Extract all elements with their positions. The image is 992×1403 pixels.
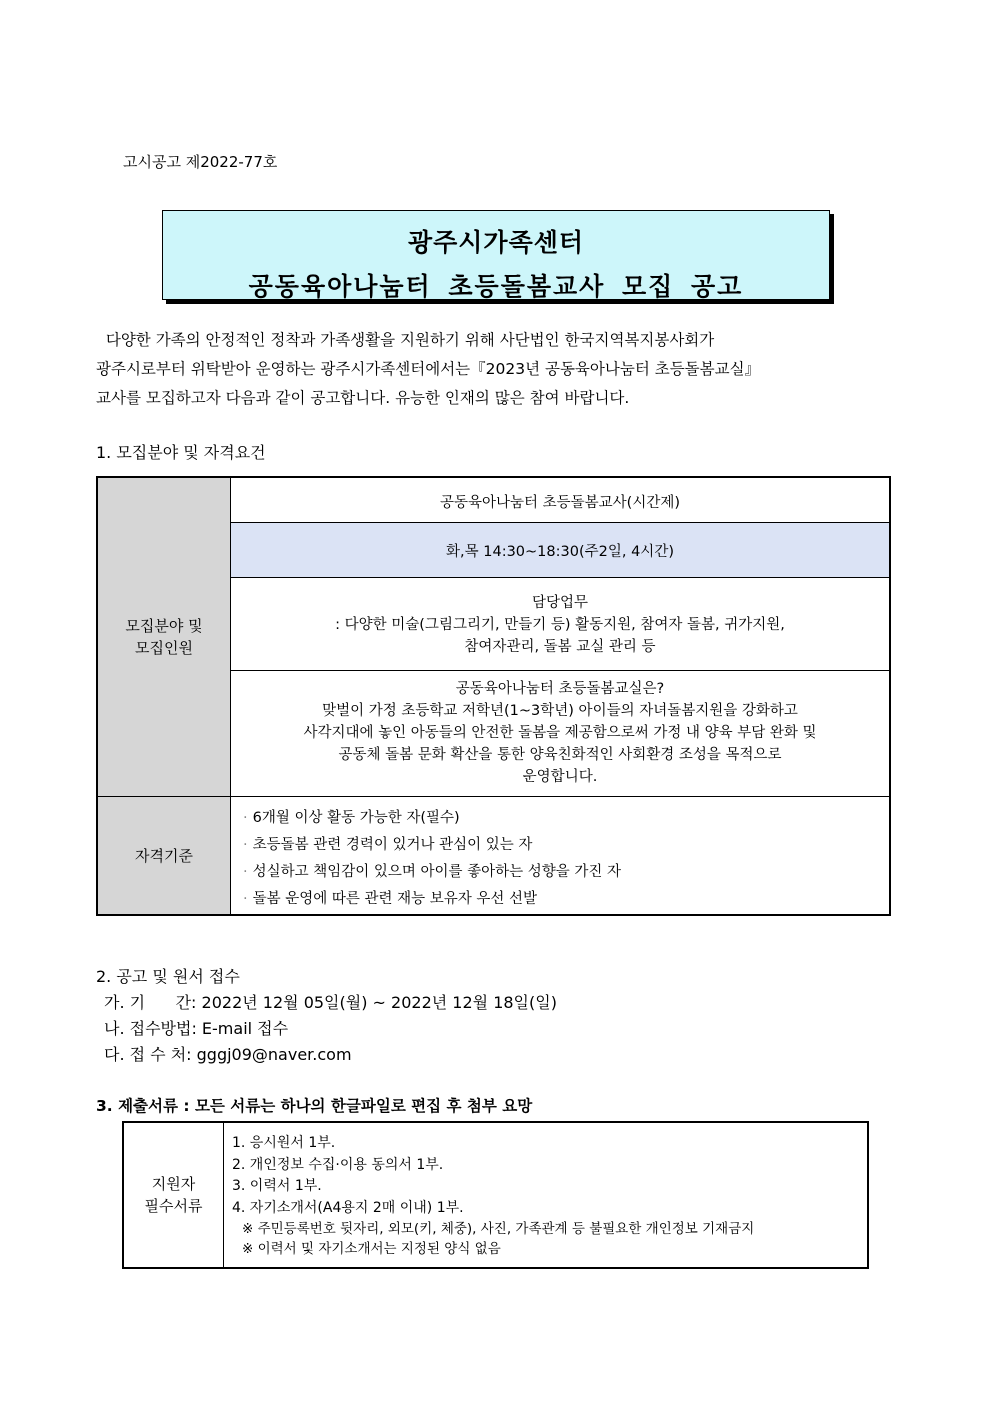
about-line: 공동체 돌봄 문화 확산을 통한 양육친화적인 사회환경 조성을 목적으로: [338, 747, 782, 763]
recruit-label-line: 모집분야 및: [125, 617, 203, 635]
bullet-icon: ·: [243, 810, 248, 826]
application-info-list: [104, 990, 557, 1068]
application-method: 나. 접수방법: E-mail 접수: [104, 1019, 289, 1038]
duty-cell: [231, 578, 889, 671]
qualification-cell: [231, 797, 889, 914]
documents-label-cell: [124, 1123, 224, 1267]
about-cell: [231, 671, 889, 797]
position-cell: 공동육아나눔터 초등돌봄교사(시간제): [231, 478, 889, 523]
bullet-icon: ·: [243, 891, 248, 907]
qualification-item: · 성실하고 책임감이 있으며 아이를 좋아하는 성향을 가진 자: [243, 864, 622, 880]
duty-title: 담당업무: [531, 595, 589, 611]
intro-line: 다양한 가족의 안정적인 정착과 가족생활을 지원하기 위해 사단법인 한국지역복지봉사회가: [105, 331, 715, 349]
about-line: 맞벌이 가정 초등학교 저학년(1~3학년) 아이들의 자녀돌봄지원을 강화하고: [322, 703, 798, 719]
title-line-2: 공동육아나눔터 초등돌봄교사 모집 공고: [248, 272, 744, 301]
application-email[interactable]: 다. 접 수 처: gggj09@naver.com: [104, 1045, 352, 1064]
section-1-heading: 1. 모집분야 및 자격요건: [96, 443, 266, 462]
documents-label-line: 지원자: [151, 1175, 196, 1193]
document-item: 4. 자기소개서(A4용지 2매 이내) 1부.: [232, 1199, 464, 1216]
documents-list: [232, 1133, 754, 1259]
qualification-item: · 돌봄 운영에 따른 관련 재능 보유자 우선 선발: [243, 891, 537, 907]
qualification-item: · 초등돌봄 관련 경력이 있거나 관심이 있는 자: [243, 837, 533, 853]
document-note: ※ 이력서 및 자기소개서는 지정된 양식 없음: [242, 1241, 501, 1257]
documents-table: [122, 1121, 869, 1269]
duty-line: 참여자관리, 돌봄 교실 관리 등: [464, 639, 656, 655]
qualification-item: · 6개월 이상 활동 가능한 자(필수): [243, 810, 460, 826]
recruitment-table: [96, 476, 891, 916]
documents-label-line: 필수서류: [144, 1197, 203, 1215]
intro-paragraph: [96, 326, 916, 413]
qualification-label: 자격기준: [135, 846, 193, 865]
document-item: 2. 개인정보 수집·이용 동의서 1부.: [232, 1156, 444, 1173]
about-line: 운영합니다.: [522, 769, 598, 785]
intro-line: 교사를 모집하고자 다음과 같이 공고합니다. 유능한 인재의 많은 참여 바랍니다.: [96, 389, 630, 407]
recruit-label-line: 모집인원: [135, 639, 193, 657]
bullet-icon: ·: [243, 864, 248, 880]
document-item: 3. 이력서 1부.: [232, 1178, 322, 1194]
title-line-1: 광주시가족센터: [407, 228, 585, 257]
bullet-icon: ·: [243, 837, 248, 853]
document-item: 1. 응시원서 1부.: [232, 1135, 336, 1151]
title-box: [162, 210, 830, 300]
duty-line: : 다양한 미술(그림그리기, 만들기 등) 활동지원, 참여자 돌봄, 귀가지원,: [335, 617, 785, 633]
section-2-heading: 2. 공고 및 원서 접수: [96, 967, 240, 986]
application-period: 가. 기 간: 2022년 12월 05일(월) ~ 2022년 12월 18일(일): [104, 993, 557, 1012]
document-note: ※ 주민등록번호 뒷자리, 외모(키, 체중), 사진, 가족관계 등 불필요한 개인정보 기재금지: [242, 1221, 755, 1237]
schedule-cell: 화,목 14:30~18:30(주2일, 4시간): [231, 523, 889, 578]
section-3-heading: 3. 제출서류 : 모든 서류는 하나의 한글파일로 편집 후 첨부 요망: [96, 1097, 533, 1115]
notice-number: 고시공고 제2022-77호: [123, 153, 278, 171]
qualification-label-cell: [98, 797, 231, 914]
about-line: 공동육아나눔터 초등돌봄교실은?: [455, 681, 665, 697]
about-line: 사각지대에 놓인 아동들의 안전한 돌봄을 제공함으로써 가정 내 양육 부담 완화 및: [303, 725, 817, 741]
intro-line: 광주시로부터 위탁받아 운영하는 광주시가족센터에서는『2023년 공동육아나눔터 초등돌봄교실』: [96, 360, 761, 378]
recruit-label-cell: [98, 478, 231, 797]
